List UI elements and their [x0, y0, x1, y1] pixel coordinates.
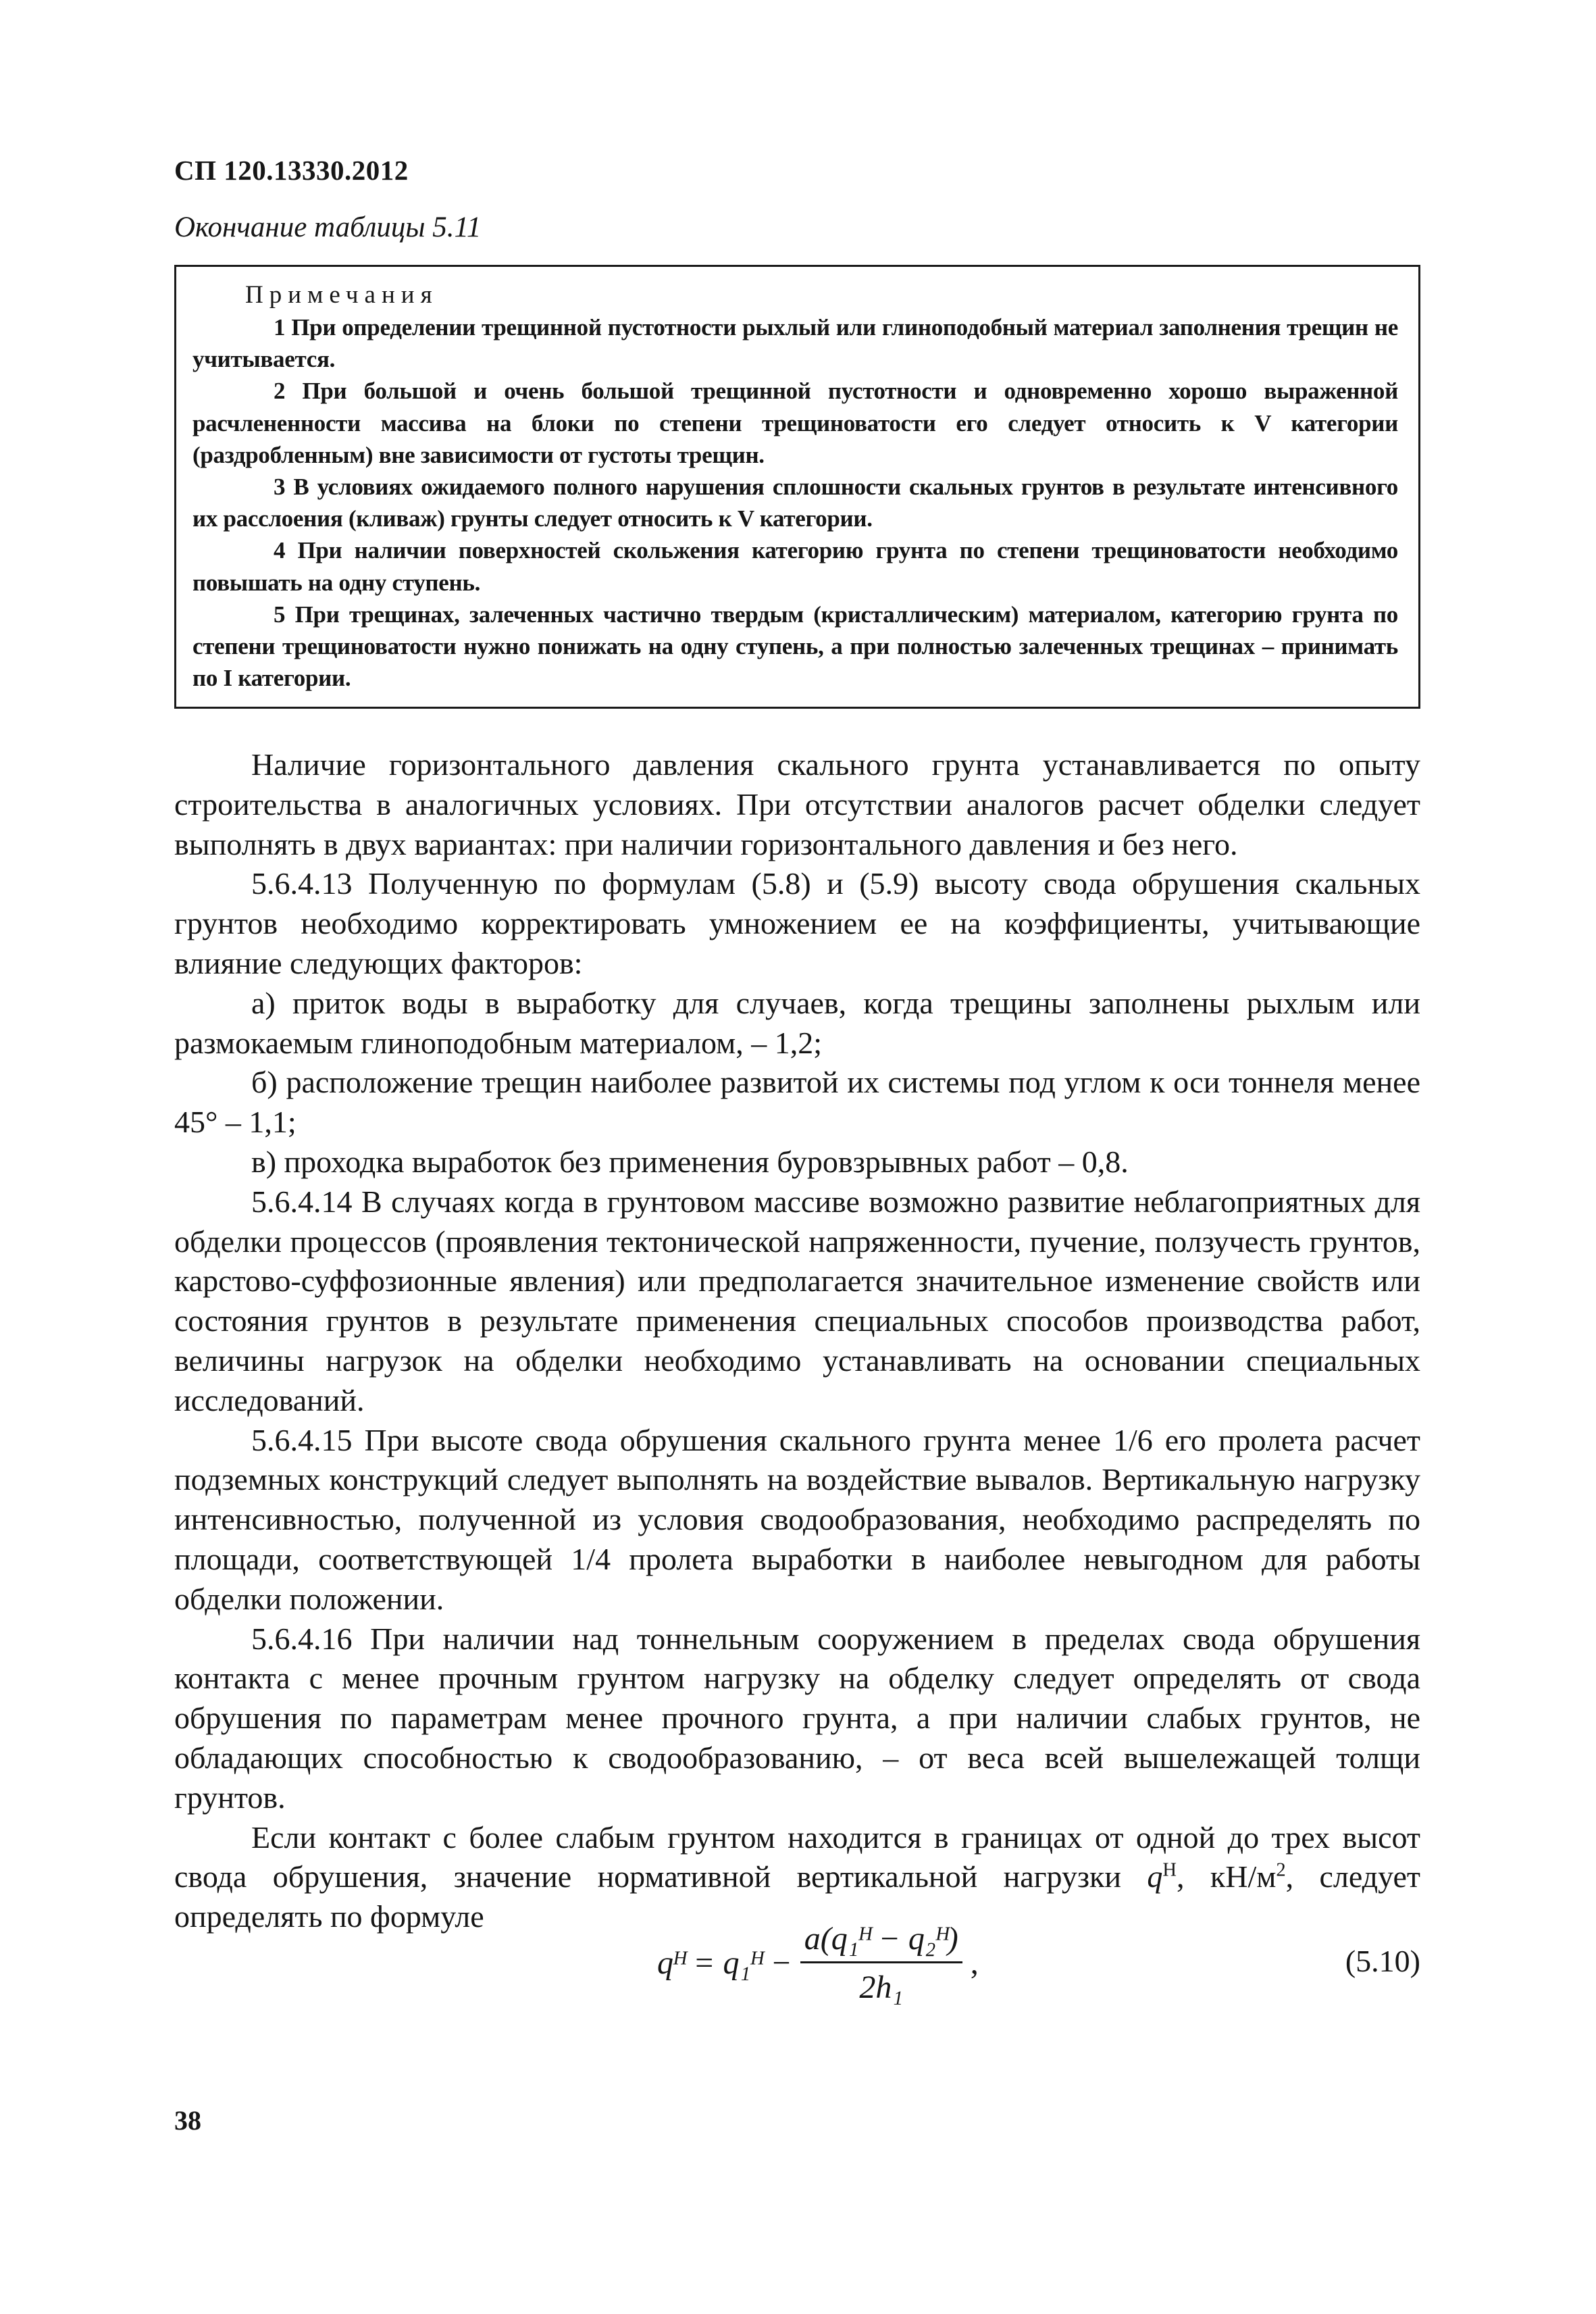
formula-trailing-comma: , — [970, 1944, 979, 1981]
document-code: СП 120.13330.2012 — [174, 155, 409, 186]
note-2: 2 При большой и очень большой трещинной пустотности и одновременно хорошо выраженной расчлененности массива на блоки по степени трещиноватости его следует относить к V категории (раздробленным) вне зависимости от густоты трещин. — [192, 378, 1398, 468]
paragraph-5-6-4-13: 5.6.4.13 Полученную по формулам (5.8) и (5.9) высоту свода обрушения скальных грунтов необходимо корректировать умножением ее на коэффициенты, учитывающие влияние следующих факторов: — [174, 866, 1420, 980]
note-5: 5 При трещинах, залеченных частично твердым (кристаллическим) материалом, категорию грунта по степени трещиноватости нужно понижать на одну ступень, а при полностью залеченных трещинах – принимать по I категории. — [192, 601, 1398, 692]
list-item-c: в) проходка выработок без применения буровзрывных работ – 0,8. — [251, 1144, 1129, 1179]
formula-fraction — [800, 1920, 962, 2006]
formula-numerator: a(q₁ᴴ − q₂ᴴ) — [804, 1920, 958, 1957]
load-symbol: q — [1147, 1859, 1163, 1894]
formula-lhs: qᴴ = q₁ᴴ − — [657, 1944, 792, 1981]
formula-5-10 — [174, 1905, 1420, 2020]
list-item-a: а) приток воды в выработку для случаев, когда трещины заполнены рыхлым или размокаемым глиноподобным материалом, – 1,2; — [174, 985, 1420, 1060]
body-text — [174, 745, 1420, 1937]
formula-denominator: 2h₁ — [859, 1969, 904, 2005]
formula-expression — [657, 1905, 979, 2020]
note-1: 1 При определении трещинной пустотности рыхлый или глиноподобный материал заполнения трещин не учитывается. — [192, 314, 1398, 373]
paragraph-5-6-4-14: 5.6.4.14 В случаях когда в грунтовом массиве возможно развитие неблагоприятных для обделки процессов (проявления тектонической напряженности, пучение, ползучесть грунтов, карстово-суффозионные явления) или предполагается значительное изменение свойств или состояния грунтов в результате применения специальных способов производства работ, величины нагрузок на обделки необходимо устанавливать на основании специальных исследований. — [174, 1184, 1420, 1417]
paragraph-horizontal-pressure: Наличие горизонтального давления скального грунта устанавливается по опыту строительства в аналогичных условиях. При отсутствии аналогов расчет обделки следует выполнять в двух вариантах: при наличии горизонтального давления и без него. — [174, 747, 1420, 861]
page-number: 38 — [174, 2105, 201, 2136]
load-symbol-superscript: Н — [1162, 1859, 1177, 1881]
notes-box — [174, 265, 1420, 709]
table-caption: Окончание таблицы 5.11 — [174, 211, 482, 243]
notes-title: Примечания — [245, 281, 438, 309]
paragraph-weak-soil-text-end: , следует определять по формуле — [174, 1859, 1420, 1934]
paragraph-5-6-4-15: 5.6.4.15 При высоте свода обрушения скального грунта менее 1/6 его пролета расчет подземных конструкций следует выполнять на воздействие вывалов. Вертикальную нагрузку интенсивностью, полученной из условия сводообразования, необходимо распределять по площади, соответствующей 1/4 пролета выработки в наиболее невыгодном для работы обделки положении. — [174, 1422, 1420, 1616]
paragraph-5-6-4-16: 5.6.4.16 При наличии над тоннельным сооружением в пределах свода обрушения контакта с менее прочным грунтом нагрузку на обделку следует определять от свода обрушения по параметрам менее прочного грунта, а при наличии слабых грунтов, не обладающих способностью к сводообразованию, – от веса всей вышележащей толщи грунтов. — [174, 1621, 1420, 1815]
note-3: 3 В условиях ожидаемого полного нарушения сплошности скальных грунтов в результате интенсивного их расслоения (кливаж) грунты следует относить к V категории. — [192, 474, 1398, 532]
list-item-b: б) расположение трещин наиболее развитой их системы под углом к оси тоннеля менее 45° – 1,1; — [174, 1065, 1420, 1140]
note-4: 4 При наличии поверхностей скольжения категорию грунта по степени трещиноватости необходимо повышать на одну ступень. — [192, 537, 1398, 596]
unit-text: , кН/м — [1177, 1859, 1277, 1894]
unit-exponent: 2 — [1276, 1859, 1286, 1881]
formula-number: (5.10) — [1345, 1944, 1420, 1978]
paragraph-weak-soil-text-start: Если контакт с более слабым грунтом находится в границах от одной до трех высот свода обрушения, значение нормативной вертикальной нагрузки — [174, 1819, 1420, 1894]
